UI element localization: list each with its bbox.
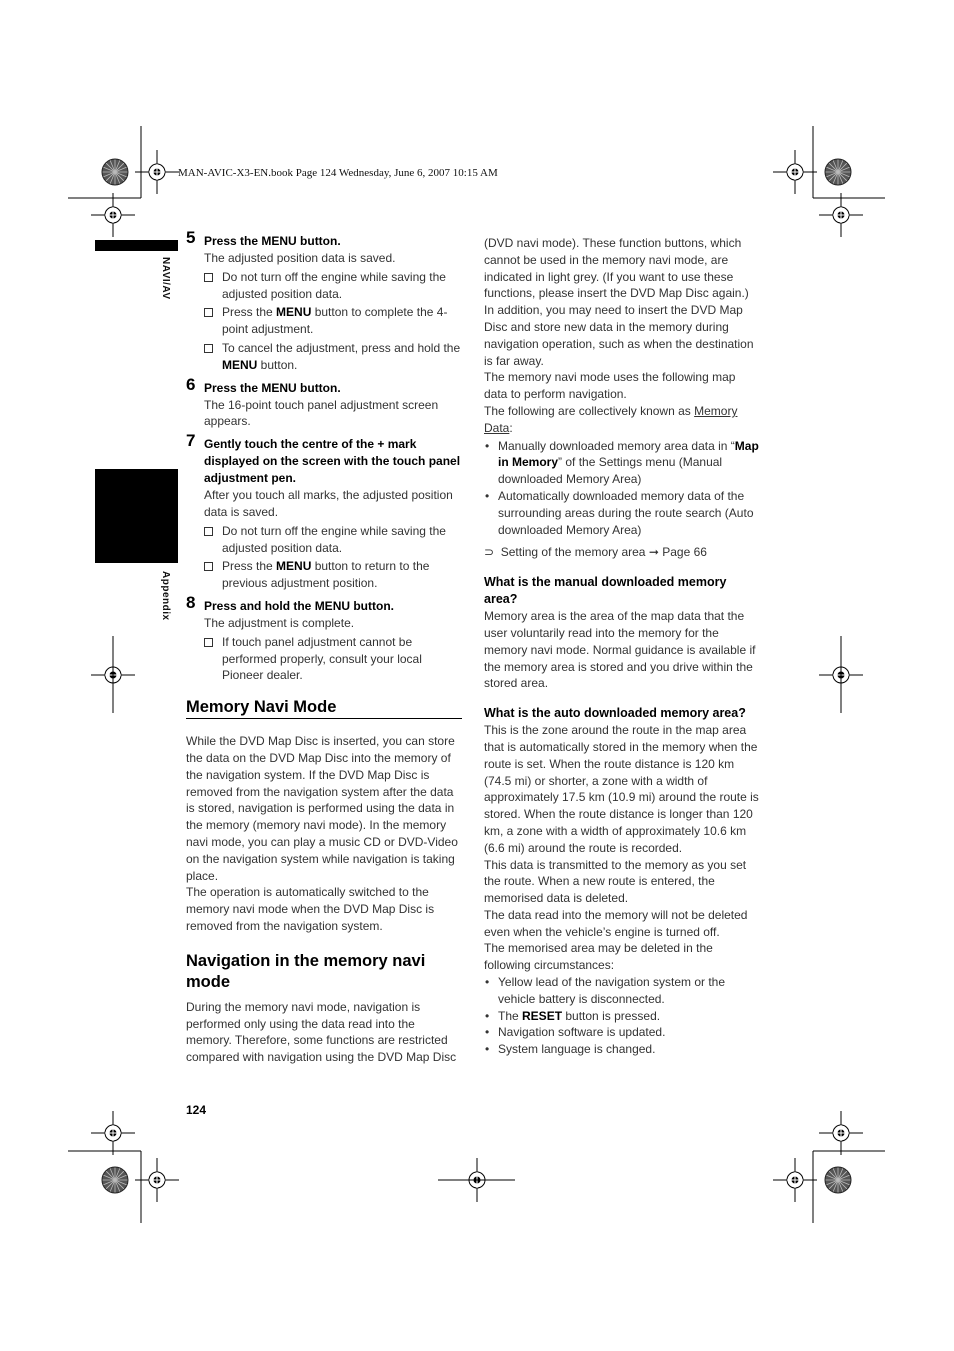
step-title: Press the MENU button. <box>204 380 341 395</box>
memory-navi-para-2: The operation is automatically switched to the memory navi mode when the DVD Map Disc is removed from the navigation system. <box>186 885 435 933</box>
bold-term: RESET <box>522 1008 563 1023</box>
note-box-icon <box>204 527 213 536</box>
step-description: After you touch all marks, the adjusted position data is saved. <box>204 488 453 519</box>
right-column <box>484 235 760 1058</box>
heading-manual-downloaded: What is the manual downloaded memory area? <box>484 575 727 607</box>
section-heading-memory-navi: Memory Navi Mode <box>186 697 462 719</box>
note-item: If touch panel adjustment cannot be performed properly, consult your local Pioneer dealer. <box>186 634 462 684</box>
section-tab-bar <box>95 240 178 251</box>
list-item: • Navigation software is updated. <box>484 1024 760 1041</box>
reference-icon: ⊃ <box>484 545 495 560</box>
section-heading-nav-memory: Navigation in the memory navi mode <box>186 951 426 991</box>
section-label-navi-av: NAVI/AV <box>160 257 171 300</box>
nav-memory-para-1: During the memory navi mode, navigation is performed only using the data read into the memory. Therefore, some functions are restricted compared with navigation using the DVD Map Disc <box>186 999 457 1065</box>
page-number: 124 <box>186 1103 207 1117</box>
right-para-1: (DVD navi mode). These function buttons, which cannot be used in the memory navi mode, are indicated in light grey. (If you want to use these functions, please insert the DVD Map Disc again.) In addition, you may need to insert the DVD Map Disc and store new data in the memory during navigation operation, such as when the destination is far away. <box>484 236 754 368</box>
list-item: • System language is changed. <box>484 1041 760 1058</box>
bold-term: MENU <box>276 305 312 320</box>
note-box-icon <box>204 308 213 317</box>
note-item: To cancel the adjustment, press and hold the MENU button. <box>186 340 462 374</box>
note-box-icon <box>204 344 213 353</box>
step-number: 6 <box>186 374 196 394</box>
step-6 <box>186 374 462 431</box>
step-title: Gently touch the centre of the + mark displayed on the screen with the touch panel adjustment pen. <box>204 437 461 486</box>
section-label-appendix: Appendix <box>160 571 171 621</box>
step-description: The 16-point touch panel adjustment screen appears. <box>204 397 439 429</box>
reference-text: Setting of the memory area <box>500 545 646 560</box>
step-title: Press the MENU button. <box>204 234 341 248</box>
step-number: 5 <box>186 228 196 247</box>
bold-term: Map in Memory <box>498 438 759 470</box>
note-box-icon <box>204 638 213 647</box>
right-para-3: The following are collectively known as Memory Data: <box>484 403 738 435</box>
step-5 <box>186 228 462 267</box>
list-item: • Yellow lead of the navigation system or the vehicle battery is disconnected. <box>484 974 760 1008</box>
memory-navi-para-1: While the DVD Map Disc is inserted, you can store the data on the DVD Map Disc into the memory of the navigation system. If the DVD Map Disc is removed from the navigation system after the data is stored, navigation is performed using the data in the memory (memory navi mode). In the memory navi mode, you can play a music CD or DVD-Video on the navigation system while navigation is taking place. <box>186 734 458 883</box>
step-title: Press and hold the MENU button. <box>204 598 395 613</box>
memory-data-list <box>484 438 760 539</box>
list-item: • Manually downloaded memory area data in “Map in Memory” of the Settings menu (Manual downloaded Memory Area) <box>484 438 760 488</box>
step-number: 8 <box>186 592 196 612</box>
auto-para-1: This is the zone around the route in the map area that is automatically stored in the memory when the route is set. When the route distance is 120 km (74.5 mi) or shorter, a zone with a width of approximately 17.5 km (10.9 mi) around the route is stored. When the route distance is longer than 120 km, a zone with a width of approximately 10.6 km (6.6 mi) around the route is recorded. <box>484 723 759 855</box>
bold-term: MENU <box>222 357 258 372</box>
auto-para-2: This data is transmitted to the memory as you set the route. When a new route is entered, the memorised data is deleted. <box>484 857 747 906</box>
book-file-info: MAN-AVIC-X3-EN.book Page 124 Wednesday, June 6, 2007 10:15 AM <box>178 167 498 179</box>
memory-data-term: Memory Data <box>484 403 738 435</box>
note-box-icon <box>204 562 213 571</box>
note-item: Do not turn off the engine while saving the adjusted position data. <box>186 269 462 303</box>
step-8 <box>186 592 462 632</box>
arrow-icon: ➞ <box>648 545 659 560</box>
auto-para-4: The memorised area may be deleted in the following circumstances: <box>484 941 713 973</box>
heading-auto-downloaded: What is the auto downloaded memory area? <box>484 706 746 721</box>
note-item: Press the MENU button to return to the previous adjustment position. <box>186 558 462 592</box>
bold-term: MENU <box>276 559 312 574</box>
manual-para: Memory area is the area of the map data that the user voluntarily read into the memory for the memory navi mode. Normal guidance is available if the memory area is stored and you drive within the stored area. <box>484 609 756 691</box>
section-tab-block <box>95 469 178 563</box>
right-para-2: The memory navi mode uses the following map data to perform navigation. <box>484 370 736 402</box>
note-item: Do not turn off the engine while saving the adjusted position data. <box>186 523 462 557</box>
step-description: The adjustment is complete. <box>204 615 355 630</box>
reference-page-link[interactable]: Page 66 <box>662 545 707 560</box>
list-item: • The RESET button is pressed. <box>484 1008 760 1025</box>
note-item: Press the MENU button to complete the 4-point adjustment. <box>186 304 462 338</box>
deletion-circumstances-list <box>484 974 760 1058</box>
step-description: The adjusted position data is saved. <box>204 251 396 265</box>
steps-list <box>186 228 462 684</box>
list-item: • Automatically downloaded memory data of the surrounding areas during the route search (Auto downloaded Memory Area) <box>484 488 760 538</box>
step-7 <box>186 431 462 521</box>
auto-para-3: The data read into the memory will not be deleted even when the vehicle’s engine is turned off. <box>484 907 748 939</box>
step-number: 7 <box>186 431 196 451</box>
left-column <box>186 228 462 1066</box>
cross-reference <box>484 544 760 561</box>
note-box-icon <box>204 273 213 282</box>
